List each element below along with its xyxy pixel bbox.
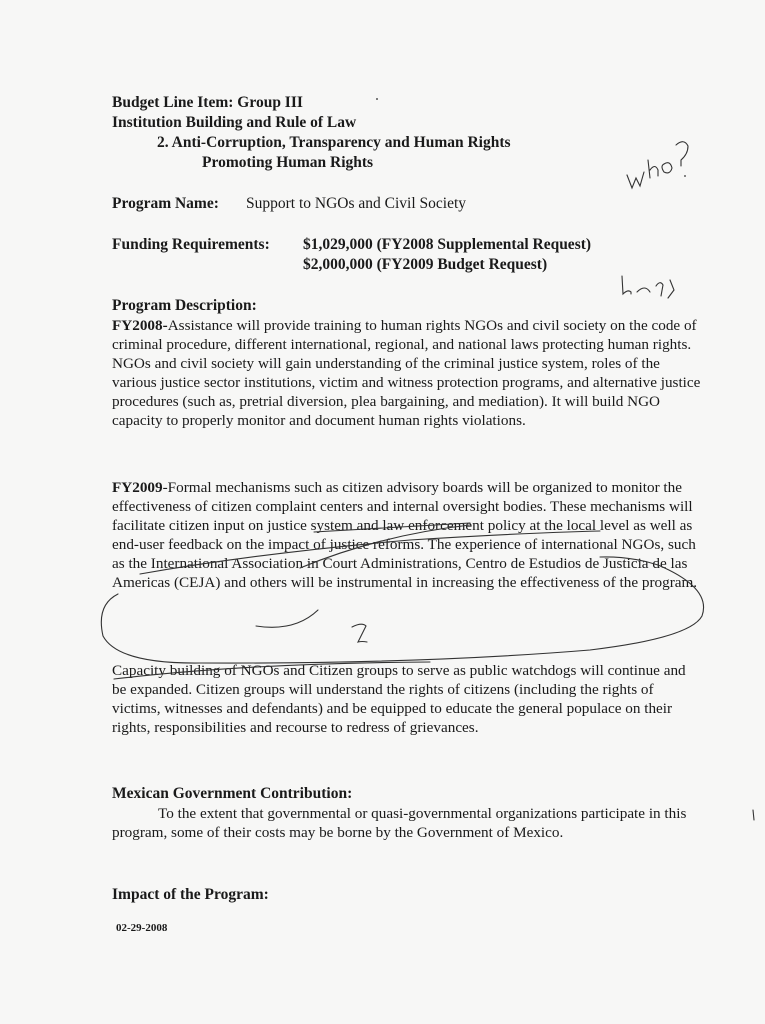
program-description-heading: Program Description: xyxy=(112,297,257,314)
program-name-value: Support to NGOs and Civil Society xyxy=(246,195,467,212)
promoting-human-rights-heading: Promoting Human Rights xyxy=(202,154,374,171)
fy2008-label: FY2008- xyxy=(112,317,168,334)
mexican-contribution-text: To the extent that governmental or quasi-governmental organizations participate in this program, some of their costs may be borne by the Government of Mexico. xyxy=(112,805,687,842)
margin-tick xyxy=(753,810,754,820)
fy2008-paragraph xyxy=(112,316,702,431)
speck xyxy=(376,98,378,100)
anti-corruption-heading: 2. Anti-Corruption, Transparency and Human Rights xyxy=(157,134,511,151)
fy2009-text: -Formal mechanisms such as citizen advisory boards will be organized to monitor the effectiveness of citizen complaint centers and internal oversight bodies. These mechanisms will facilitate citizen input on justice system and law enforcement policy at the local level as well as end-user feedback on the impact of justice reforms. The experience of international NGOs, such as the International Association in Court Administrations, Centro de Estudios de Justicia de las Americas (CEJA) and others will be instrumental in increasing the effectiveness of the program. xyxy=(112,479,698,592)
underline-mark xyxy=(256,610,318,627)
fy2009-paragraph xyxy=(112,478,702,593)
funding-requirements-label: Funding Requirements: xyxy=(112,236,270,253)
handwritten-who-note xyxy=(627,142,688,188)
handwritten-question-mark xyxy=(352,624,367,642)
program-name-label: Program Name: xyxy=(112,195,219,212)
impact-heading: Impact of the Program: xyxy=(112,886,269,903)
mexican-contribution-heading: Mexican Government Contribution: xyxy=(112,785,353,802)
funding-fy2008: $1,029,000 (FY2008 Supplemental Request) xyxy=(303,236,592,253)
document-date: 02-29-2008 xyxy=(116,922,168,934)
institution-building-heading: Institution Building and Rule of Law xyxy=(112,114,357,131)
fy2008-text: Assistance will provide training to human rights NGOs and civil society on the code of criminal procedure, different international, regional, and national laws protecting human rights. NGOs and civil society will gain understanding of the criminal justice system, roles of the various justice sector institutions, victim and witness protection programs, and alternative justice procedures (such as, pretrial diversion, plea bargaining, and mediation). It will build NGO capacity to properly monitor and document human rights violations. xyxy=(112,317,701,430)
budget-line-item: Budget Line Item: Group III xyxy=(112,94,303,111)
handwritten-who-note-2 xyxy=(622,276,674,298)
funding-fy2009: $2,000,000 (FY2009 Budget Request) xyxy=(303,256,548,273)
fy2009-label: FY2009 xyxy=(112,479,163,496)
capacity-building-paragraph: Capacity building of NGOs and Citizen groups to serve as public watchdogs will continue and be expanded. Citizen groups will understand the rights of citizens (including the rights of victims, witnesses and defendants) and be equipped to educate the general populace on their rights, responsibilities and recourse to redress of grievances. xyxy=(112,662,686,737)
